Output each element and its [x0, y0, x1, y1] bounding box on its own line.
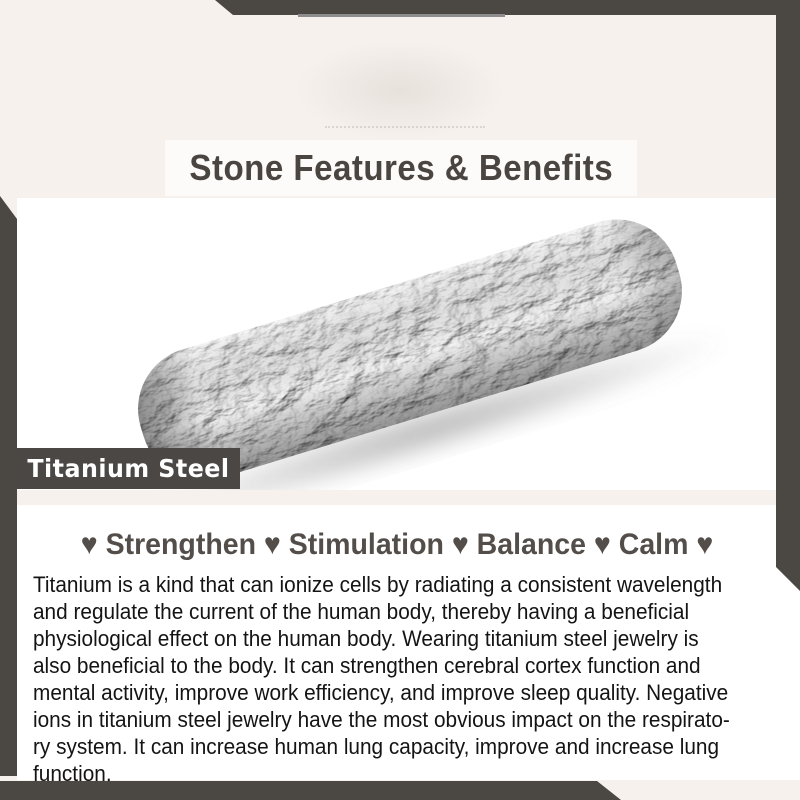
description-line: ions in titanium steel jewelry have the most obvious impact on the respirato-: [33, 707, 730, 732]
stone-name-badge: [17, 448, 240, 489]
description-line: and regulate the current of the human body, thereby having a beneficial: [33, 599, 690, 624]
description-line: Titanium is a kind that can ionize cells by radiating a consistent wavelength: [33, 572, 723, 597]
benefits-heading: ♥ Strengthen ♥ Stimulation ♥ Balance ♥ Calm ♥: [80, 528, 714, 561]
watermark-dots: [325, 126, 485, 128]
top-band-shadow-seam: [298, 14, 505, 17]
titanium-rod-image: [17, 198, 776, 490]
description-line: function.: [33, 761, 112, 786]
description-paragraph: [33, 571, 770, 787]
description-line: also beneficial to the body. It can strengthen cerebral cortex function and: [33, 653, 701, 678]
page-title: Stone Features & Benefits: [189, 147, 613, 188]
benefits-panel: [17, 505, 800, 786]
watermark-ghost: [295, 40, 505, 140]
description-line: physiological effect on the human body. Wearing titanium steel jewelry is: [33, 626, 699, 651]
description-line: mental activity, improve work efficiency, and improve sleep quality. Negative: [33, 680, 729, 705]
description-line: ry system. It can increase human lung capacity, improve and increase lung: [33, 734, 720, 759]
stone-photo-section: [17, 198, 776, 490]
title-band: [165, 140, 637, 196]
stone-name-label: Titanium Steel: [27, 454, 230, 483]
